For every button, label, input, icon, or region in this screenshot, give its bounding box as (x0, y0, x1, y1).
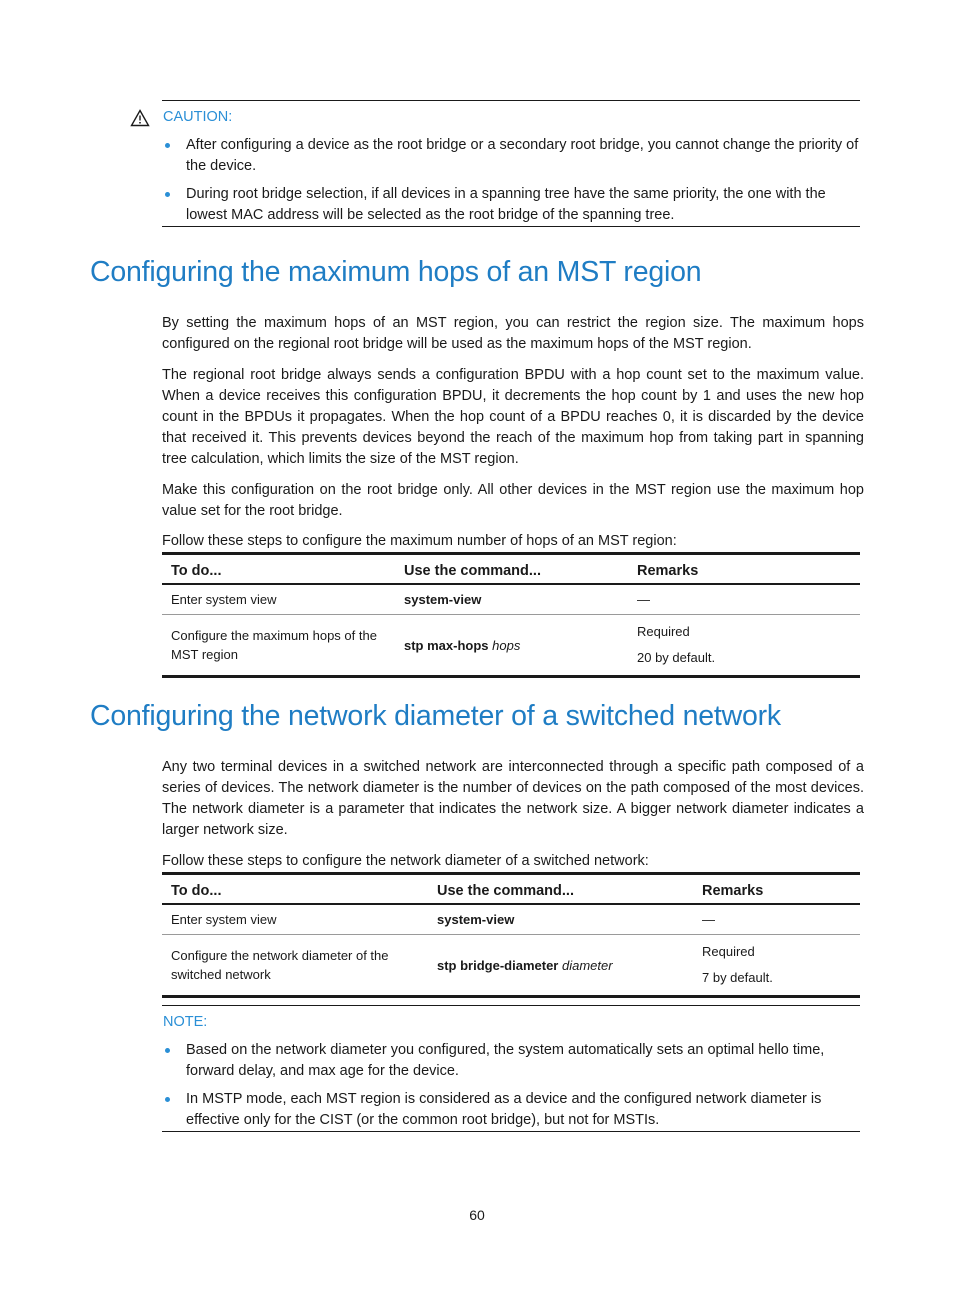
table-row (162, 904, 860, 935)
command-keyword: stp bridge-diameter (437, 957, 559, 973)
command-argument: hops (492, 637, 521, 653)
column-header: Remarks (693, 874, 860, 905)
command-keyword: stp max-hops (404, 637, 489, 653)
list-item: In MSTP mode, each MST region is considered as a device and the configured network diameter is effective only for the CIST (or the common root bridge), but not for MSTIs. (162, 1089, 860, 1131)
command-cell (395, 615, 628, 677)
list-item: During root bridge selection, if all devices in a spanning tree have the same priority, the one with the lowest MAC address will be selected as the root bridge of the spanning tree. (162, 184, 860, 226)
command-cell (428, 904, 693, 935)
page-number: 60 (469, 1207, 485, 1223)
todo-cell: Enter system view (162, 584, 395, 615)
command-keyword: system-view (404, 592, 482, 607)
paragraph: Follow these steps to configure the network diameter of a switched network: (162, 853, 649, 869)
caution-bottom-rule (162, 226, 860, 227)
column-header: Use the command... (395, 554, 628, 585)
todo-cell: Configure the maximum hops of the MST region (171, 628, 377, 662)
remark-required: Required (637, 624, 690, 639)
column-header: Remarks (628, 554, 860, 585)
remark-default: 7 by default. (702, 970, 773, 985)
remarks-cell (693, 935, 860, 997)
caution-label: CAUTION: (163, 109, 233, 125)
command-keyword: system-view (437, 912, 515, 927)
network-diameter-command-table (162, 872, 860, 998)
list-item: After configuring a device as the root bridge or a secondary root bridge, you cannot change the priority of the device. (162, 135, 860, 177)
note-top-rule (162, 1005, 860, 1006)
todo-cell: Enter system view (162, 904, 428, 935)
remarks-cell: — (628, 584, 860, 615)
paragraph: Follow these steps to configure the maximum number of hops of an MST region: (162, 533, 677, 549)
paragraph: Make this configuration on the root bridge only. All other devices in the MST region use the maximum hop value set for the root bridge. (162, 482, 864, 519)
remark-default: 20 by default. (637, 650, 716, 665)
caution-top-rule (162, 100, 860, 101)
note-bottom-rule (162, 1131, 860, 1132)
table-row (162, 615, 860, 677)
paragraph: The regional root bridge always sends a configuration BPDU with a hop count set to the maximum value. When a device receives this configuration BPDU, it decrements the hop count by 1 and uses the new hop count in the BPDUs it propagates. When the hop count of a BPDU reaches 0, it is discarded by the device that received it. This prevents devices beyond the reach of the maximum hop from taking part in spanning tree calculation, which limits the size of the MST region. (162, 367, 864, 467)
table-row (162, 584, 860, 615)
command-argument: diameter (561, 957, 613, 973)
remarks-cell: — (693, 904, 860, 935)
command-cell (395, 584, 628, 615)
note-list (162, 1040, 860, 1138)
list-item: Based on the network diameter you configured, the system automatically sets an optimal hello time, forward delay, and max age for the device. (162, 1040, 860, 1082)
remarks-cell (628, 615, 860, 677)
column-header: Use the command... (428, 874, 693, 905)
section-heading-max-hops: Configuring the maximum hops of an MST region (90, 256, 702, 288)
todo-cell: Configure the network diameter of the switched network (171, 948, 389, 982)
table-row (162, 935, 860, 997)
column-header: To do... (162, 554, 395, 585)
note-label: NOTE: (163, 1014, 208, 1030)
section-heading-network-diameter: Configuring the network diameter of a switched network (90, 700, 781, 732)
table-header-row (162, 554, 860, 585)
paragraph: Any two terminal devices in a switched network are interconnected through a specific path composed of a series of devices. The network diameter is the number of devices on the path composed of the most devices. The network diameter is a parameter that indicates the network size. A bigger network diameter indicates a larger network size. (162, 759, 864, 838)
caution-list (162, 135, 860, 233)
paragraph: By setting the maximum hops of an MST region, you can restrict the region size. The maximum hops configured on the regional root bridge will be used as the maximum hops of the MST region. (162, 315, 864, 352)
remark-required: Required (702, 944, 755, 959)
command-cell (428, 935, 693, 997)
warning-triangle-icon (130, 109, 150, 127)
table-header-row (162, 874, 860, 905)
column-header: To do... (162, 874, 428, 905)
max-hops-command-table (162, 552, 860, 678)
